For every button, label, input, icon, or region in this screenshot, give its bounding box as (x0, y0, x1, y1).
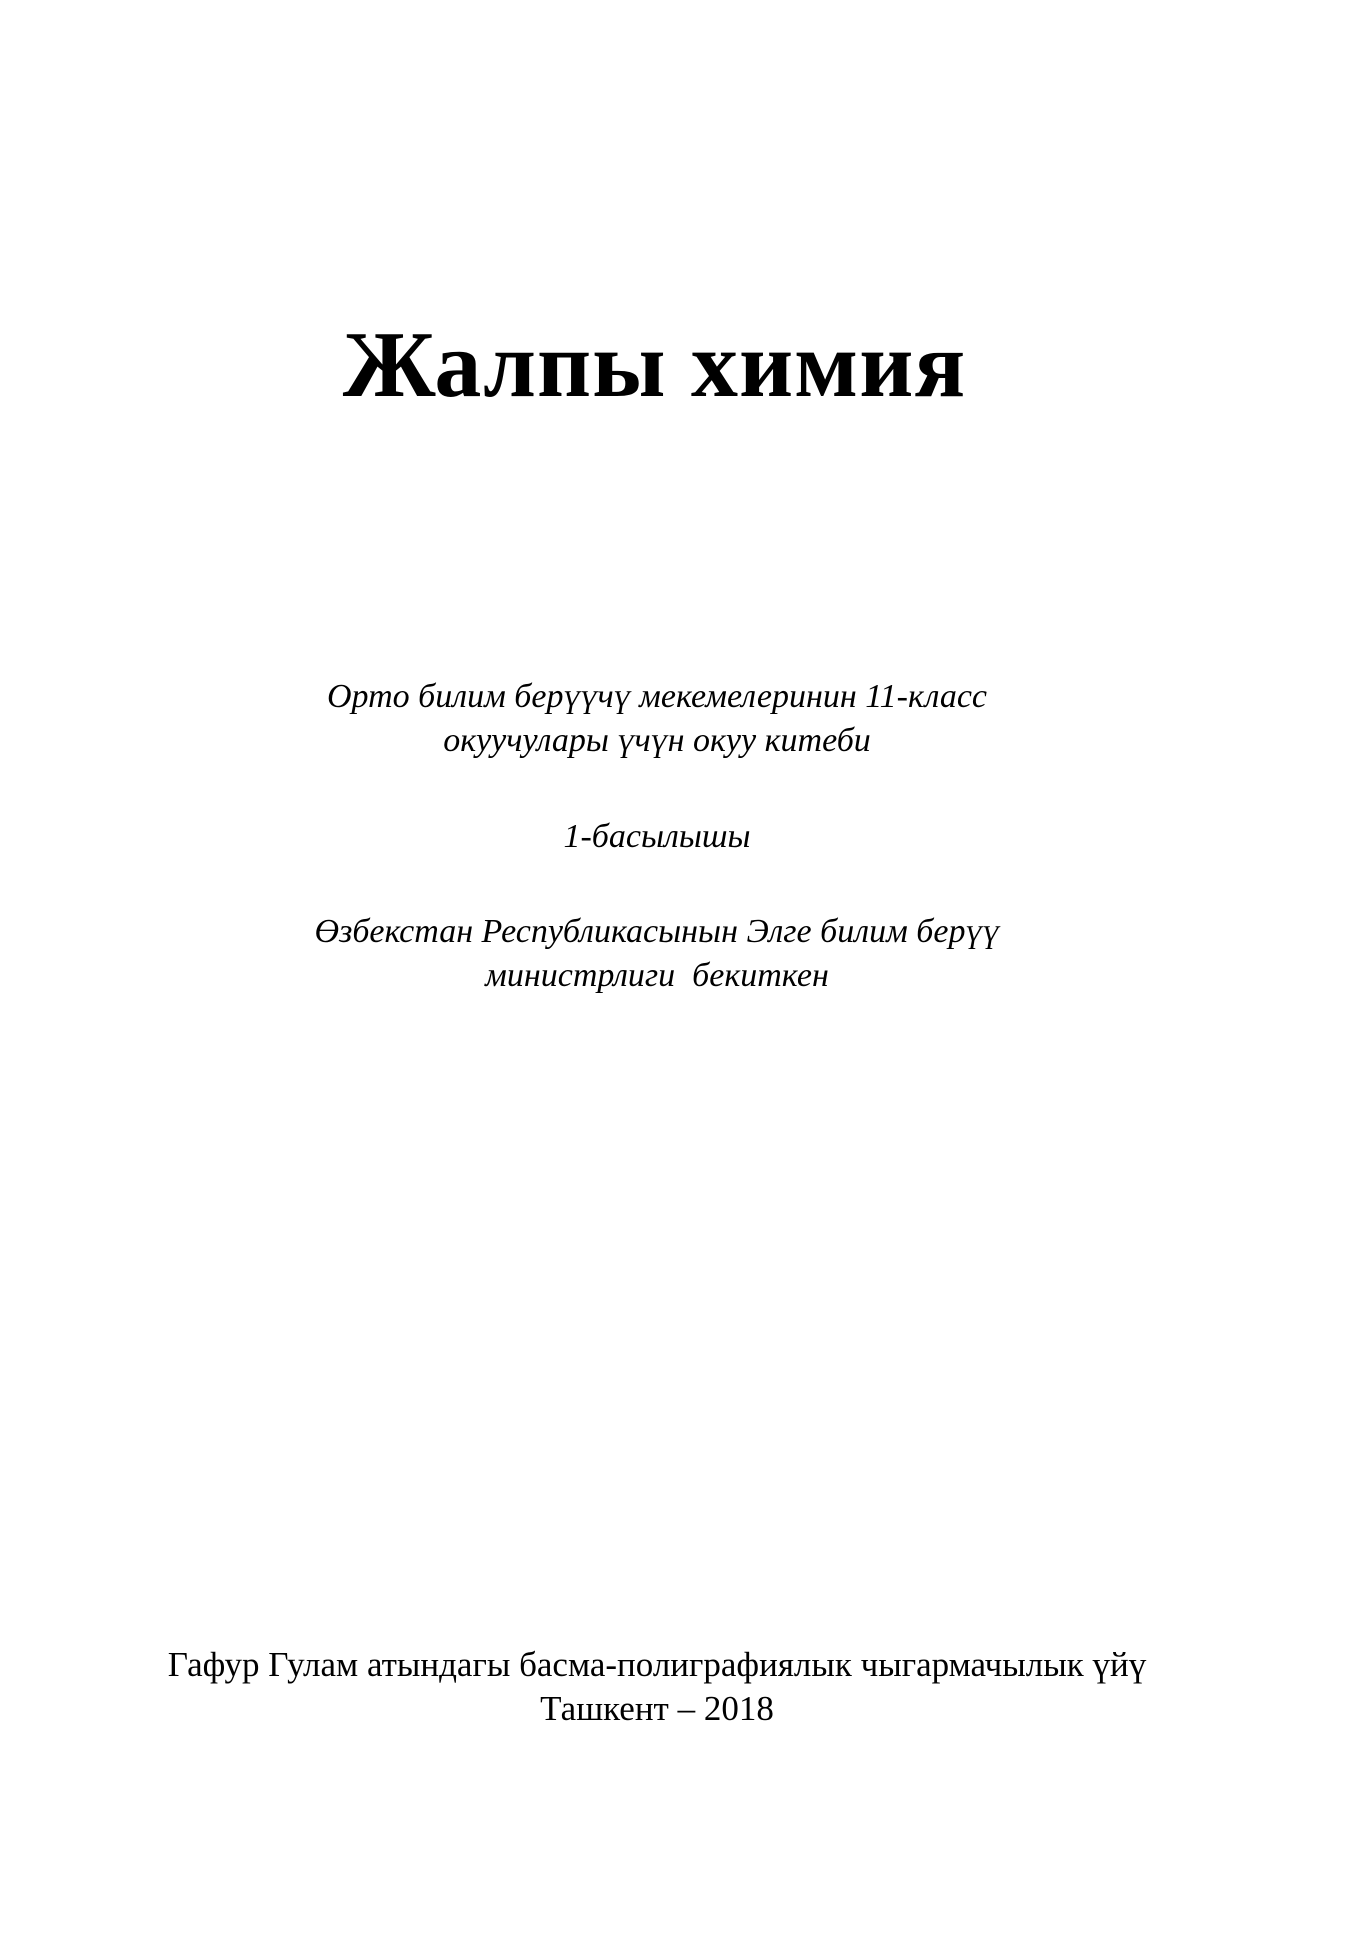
approval-line-2: министрлиги бекиткен (485, 957, 829, 994)
subtitle-line-1: Орто билим берүүчү мекемелеринин 11-класс (326, 678, 988, 715)
book-subtitle (0, 675, 1314, 763)
edition-text: 1-басылышы (563, 818, 751, 855)
publisher-place-year: Ташкент – 2018 (540, 1689, 774, 1728)
publisher-name: Гафур Гулам атындагы басма-полиграфиялык чыгармачылык үйү (167, 1645, 1147, 1684)
publisher-imprint (0, 1643, 1314, 1731)
book-title: Жалпы химия (342, 313, 967, 417)
edition-label (0, 815, 1314, 859)
approval-statement (0, 910, 1314, 998)
subtitle-line-2: окуучулары үчүн окуу китеби (443, 722, 871, 759)
approval-line-1: Өзбекстан Республикасынын Элге билим берүү (314, 913, 1000, 950)
